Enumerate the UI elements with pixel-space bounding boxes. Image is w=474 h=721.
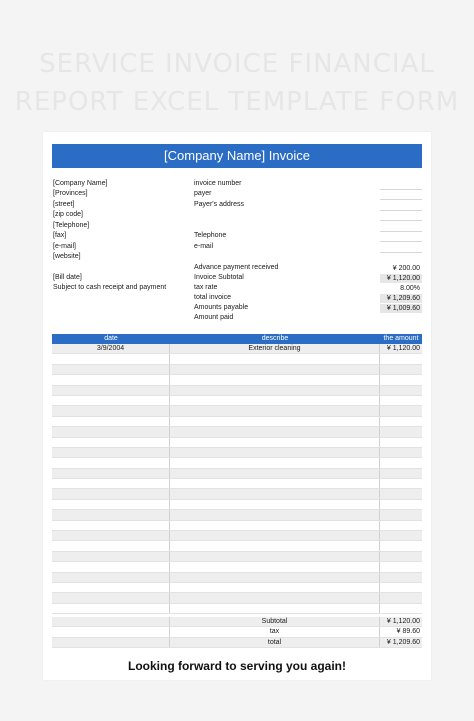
total-invoice-label: total invoice	[194, 294, 231, 301]
row-describe[interactable]	[170, 469, 380, 478]
row-describe[interactable]	[170, 593, 380, 602]
tax-label: tax	[170, 627, 380, 636]
row-describe[interactable]	[170, 489, 380, 498]
tax-rate-label: tax rate	[194, 284, 218, 291]
page-title-line-2: REPORT EXCEL TEMPLATE FORM	[14, 87, 460, 117]
row-date[interactable]	[52, 552, 170, 561]
row-date[interactable]	[52, 510, 170, 519]
row-describe[interactable]	[170, 541, 380, 550]
table-row[interactable]	[52, 521, 422, 531]
row-date[interactable]	[52, 365, 170, 374]
row-date[interactable]	[52, 396, 170, 405]
telephone-label: Telephone	[194, 232, 227, 239]
invoice-number-label: invoice number	[194, 180, 242, 187]
table-row[interactable]	[52, 448, 422, 458]
row-describe[interactable]	[170, 396, 380, 405]
total-invoice-value: ¥ 1,209.60	[380, 294, 422, 303]
row-date[interactable]	[52, 386, 170, 395]
describe-column-header: describe	[261, 335, 289, 342]
row-amount[interactable]	[380, 604, 422, 613]
row-date[interactable]	[52, 469, 170, 478]
payer-email-input[interactable]	[380, 243, 422, 253]
amount-paid-label: Amount paid	[194, 314, 234, 321]
row-amount[interactable]	[380, 500, 422, 509]
row-date[interactable]	[52, 573, 170, 582]
row-amount[interactable]	[380, 593, 422, 602]
row-describe[interactable]	[170, 427, 380, 436]
row-amount[interactable]	[380, 365, 422, 374]
row-date[interactable]	[52, 604, 170, 613]
row-date[interactable]	[52, 427, 170, 436]
row-amount[interactable]	[380, 562, 422, 571]
table-row[interactable]	[52, 593, 422, 603]
row-amount[interactable]	[380, 479, 422, 488]
table-row[interactable]	[52, 438, 422, 448]
row-amount[interactable]	[380, 510, 422, 519]
subtotal-row	[52, 617, 422, 627]
row-date[interactable]	[52, 417, 170, 426]
fax-field: [fax]	[53, 232, 67, 239]
row-date[interactable]	[52, 406, 170, 415]
row-amount[interactable]	[380, 396, 422, 405]
row-date[interactable]	[52, 479, 170, 488]
table-row[interactable]	[52, 479, 422, 489]
tax-rate-value[interactable]: 8.00%	[400, 285, 420, 292]
subtotal-label: Subtotal	[170, 617, 380, 626]
row-amount[interactable]	[380, 438, 422, 447]
table-row[interactable]	[52, 427, 422, 437]
row-amount[interactable]	[380, 573, 422, 582]
advance-payment-label: Advance payment received	[194, 264, 279, 271]
date-column-header: date	[104, 335, 118, 342]
amounts-payable-label: Amounts payable	[194, 304, 249, 311]
row-amount[interactable]	[380, 489, 422, 498]
tax-value: ¥ 89.60	[396, 628, 420, 636]
row-describe[interactable]	[170, 438, 380, 447]
row-describe[interactable]	[170, 500, 380, 509]
invoice-number-input[interactable]	[380, 180, 422, 190]
row-describe[interactable]	[170, 583, 380, 592]
row-date[interactable]	[52, 500, 170, 509]
total-row	[52, 638, 422, 648]
row-date[interactable]	[52, 458, 170, 467]
table-row[interactable]	[52, 541, 422, 551]
table-row[interactable]	[52, 469, 422, 479]
table-row[interactable]	[52, 604, 422, 614]
row-describe[interactable]	[170, 365, 380, 374]
row-date[interactable]	[52, 562, 170, 571]
row-describe[interactable]	[170, 510, 380, 519]
row-describe[interactable]	[170, 552, 380, 561]
row-amount[interactable]	[380, 427, 422, 436]
row-describe[interactable]	[170, 604, 380, 613]
row-describe[interactable]	[170, 479, 380, 488]
row-date[interactable]	[52, 448, 170, 457]
row-date[interactable]	[52, 489, 170, 498]
bill-date-field: [Bill date]	[53, 274, 82, 281]
table-row[interactable]	[52, 500, 422, 510]
row-amount[interactable]	[380, 521, 422, 530]
table-row[interactable]	[52, 344, 422, 354]
row-amount[interactable]	[380, 469, 422, 478]
row-amount[interactable]	[380, 552, 422, 561]
amount-paid-value[interactable]	[380, 314, 422, 323]
payer-address-label: Payer's address	[194, 201, 244, 208]
row-amount[interactable]	[380, 386, 422, 395]
invoice-subtotal-value: ¥ 1,120.00	[380, 274, 422, 283]
row-describe[interactable]	[170, 354, 380, 363]
invoice-banner: [Company Name] Invoice	[52, 144, 422, 168]
table-row[interactable]	[52, 406, 422, 416]
footer-message: Looking forward to serving you again!	[127, 659, 346, 673]
payer-address-input[interactable]	[380, 201, 422, 211]
row-describe[interactable]	[170, 562, 380, 571]
row-date[interactable]	[52, 531, 170, 540]
row-amount[interactable]: ¥ 1,120.00	[386, 345, 420, 352]
amounts-payable-value: ¥ 1,009.60	[380, 304, 422, 313]
email-field: [e-mail]	[53, 243, 76, 250]
table-row[interactable]	[52, 417, 422, 427]
zip-code-field: [zip code]	[53, 211, 83, 218]
row-date[interactable]	[52, 583, 170, 592]
total-label: total	[170, 638, 380, 647]
table-row[interactable]	[52, 354, 422, 364]
page-title-line-1: SERVICE INVOICE FINANCIAL	[39, 49, 435, 79]
subtotal-value: ¥ 1,120.00	[386, 618, 420, 625]
company-name-field: [Company Name]	[53, 180, 108, 187]
table-row[interactable]	[52, 531, 422, 541]
table-row[interactable]	[52, 562, 422, 572]
row-describe[interactable]	[170, 386, 380, 395]
row-amount[interactable]	[380, 531, 422, 540]
table-row[interactable]	[52, 552, 422, 562]
table-row[interactable]	[52, 489, 422, 499]
row-describe[interactable]	[170, 458, 380, 467]
row-describe[interactable]	[170, 375, 380, 384]
row-date[interactable]	[52, 541, 170, 550]
subject-note: Subject to cash receipt and payment	[53, 284, 167, 291]
provinces-field: [Provinces]	[53, 190, 88, 197]
row-amount[interactable]	[380, 458, 422, 467]
table-row[interactable]	[52, 375, 422, 385]
telephone-field: [Telephone]	[53, 222, 90, 229]
table-row[interactable]	[52, 583, 422, 593]
row-describe[interactable]	[170, 406, 380, 415]
invoice-sheet	[43, 132, 431, 680]
row-date[interactable]	[52, 354, 170, 363]
tax-row	[52, 627, 422, 637]
table-row[interactable]	[52, 365, 422, 375]
street-field: [street]	[53, 201, 75, 208]
line-items-table	[52, 344, 422, 614]
table-row[interactable]	[52, 386, 422, 396]
table-row[interactable]	[52, 573, 422, 583]
row-describe[interactable]	[170, 521, 380, 530]
row-date[interactable]: 3/9/2004	[52, 344, 170, 353]
row-amount[interactable]	[380, 417, 422, 426]
payer-address-line2-input[interactable]	[380, 211, 422, 221]
invoice-subtotal-label: Invoice Subtotal	[194, 274, 244, 281]
amount-column-header: the amount	[383, 335, 419, 342]
row-amount[interactable]	[380, 583, 422, 592]
payer-telephone-input[interactable]	[380, 232, 422, 242]
line-items-header	[52, 334, 422, 344]
table-row[interactable]	[52, 458, 422, 468]
row-describe[interactable]	[170, 417, 380, 426]
row-amount[interactable]	[380, 354, 422, 363]
row-describe[interactable]	[170, 573, 380, 582]
row-date[interactable]	[52, 593, 170, 602]
payer-label: payer	[194, 190, 212, 197]
email-label: e-mail	[194, 243, 214, 250]
payer-address-line3-input[interactable]	[380, 222, 422, 232]
total-value: ¥ 1,209.60	[386, 638, 420, 646]
row-amount[interactable]	[380, 406, 422, 415]
row-describe[interactable]: Exterior cleaning	[170, 344, 380, 353]
row-date[interactable]	[52, 375, 170, 384]
website-field: [website]	[53, 253, 81, 260]
row-describe[interactable]	[170, 448, 380, 457]
row-date[interactable]	[52, 438, 170, 447]
row-amount[interactable]	[380, 541, 422, 550]
row-describe[interactable]	[170, 531, 380, 540]
row-date[interactable]	[52, 521, 170, 530]
table-row[interactable]	[52, 510, 422, 520]
table-row[interactable]	[52, 396, 422, 406]
totals-section	[52, 617, 422, 648]
row-amount[interactable]	[380, 375, 422, 384]
payer-input[interactable]	[380, 190, 422, 200]
row-amount[interactable]	[380, 448, 422, 457]
advance-payment-value[interactable]: ¥ 200.00	[392, 265, 420, 272]
